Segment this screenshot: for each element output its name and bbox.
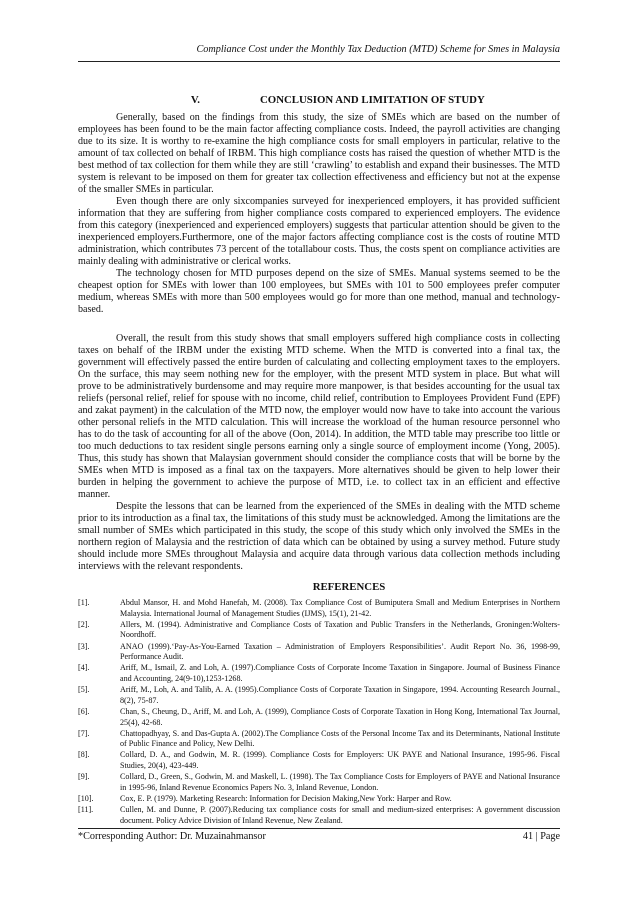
corresponding-author: *Corresponding Author: Dr. Muzainahmansor bbox=[78, 831, 266, 842]
page-content bbox=[78, 94, 560, 827]
reference-number: [9]. bbox=[78, 772, 90, 782]
reference-item bbox=[78, 663, 560, 684]
reference-text: Collard, D. A., and Godwin, M. R. (1999). Compliance Costs for Employers: UK PAYE and National Insurance, 1995-96. Fiscal Studies, 20(4), 423-449. bbox=[120, 750, 560, 771]
reference-text: Ariff, M., Loh, A. and Talib, A. A. (1995).Compliance Costs of Corporate Taxation in Singapore, 1994. Accounting Research Journal., 8(2), 75-87. bbox=[120, 685, 560, 705]
reference-item bbox=[78, 750, 560, 771]
page-footer bbox=[78, 831, 560, 842]
reference-number: [11]. bbox=[78, 805, 94, 815]
reference-number: [4]. bbox=[78, 663, 90, 673]
paragraph: Overall, the result from this study shows that small employers suffered high compliance costs in collecting taxes on behalf of the IRBM under the existing MTD scheme. When the MTD is converted into a final tax, the government will effectively passed the entire burden of calculating and collecting employment taxes to the employers. On the surface, this may seem nothing new for the employer, with the present MTD system in place. But what will prove to be administratively burdensome and may require more manpower, is that besides accounting for the usual tax reliefs (personal relief, relief for spouse with no income, child relief, contribution to Employees Provident Fund (EPF) and zakat payment) in the calculation of the MTD now, the employer would now have to take into account the various other personal reliefs in the MTD calculation. This will increase the workload of the human resource personnel who has to do the task of accounting for all of the above (Oon, 2014). In addition, the MTD table may prescribe too little or too much deductions to tax resident single persons earning only a single source of employment income (Yong, 2005). Thus, this study has shown that Malaysian government should consider the compliance costs that will be borne by the SMEs when MTD is imposed as a final tax on the taxpayers. More alternatives should be given to help lower their burden in helping the government to achieve the purpose of MTD, i.e. to collect tax in an efficient and effective manner. bbox=[78, 333, 560, 500]
footer-rule bbox=[78, 828, 560, 829]
paragraph: Even though there are only sixcompanies surveyed for inexperienced employers, it has provided sufficient information that they are suffering from higher compliance costs compared to experienced employers. The evidence from this category (inexperienced and experienced employers) suggests that particular attention should be given to the inexperienced employers.Furthermore, one of the major factors affecting compliance cost is the costs of routine MTD administration, which contributes 73 percent of the totallabour costs. Thus, the costs spent on compliance activities are mainly dealing with administrative or clerical works. bbox=[78, 196, 560, 267]
reference-number: [1]. bbox=[78, 598, 90, 607]
reference-number: [3]. bbox=[78, 641, 90, 651]
reference-item bbox=[78, 729, 560, 750]
paragraph-gap bbox=[78, 316, 560, 333]
reference-text: Abdul Mansor, H. and Mohd Hanefah, M. (2008). Tax Compliance Cost of Bumiputera Small and Medium Enterprises in Northern Malaysia. International Journal of Management Studies (IJMS), 15(1), 21-42. bbox=[120, 598, 560, 618]
reference-item bbox=[78, 685, 560, 706]
reference-text: Allers, M. (1994). Administrative and Compliance Costs of Taxation and Public Transfers in the Netherlands, Groningen:Wolters-Noordhoff. bbox=[120, 619, 560, 640]
reference-text: Cox, E. P. (1979). Marketing Research: Information for Decision Making,New York: Harper and Row. bbox=[120, 794, 452, 804]
reference-number: [2]. bbox=[78, 619, 90, 629]
reference-item bbox=[78, 620, 560, 641]
running-header: Compliance Cost under the Monthly Tax Deduction (MTD) Scheme for Smes in Malaysia bbox=[196, 44, 560, 55]
references-heading: REFERENCES bbox=[312, 581, 386, 593]
section-heading bbox=[78, 94, 560, 106]
reference-item bbox=[78, 707, 560, 728]
paragraph: The technology chosen for MTD purposes depend on the size of SMEs. Manual systems seemed to be the cheapest option for SMEs with lower than 100 employees, but SMEs with 101 to 500 employees prefer computer medium, whereas SMEs with more than 500 employees would go for more than one method, manual and technology-based. bbox=[78, 268, 560, 315]
reference-number: [6]. bbox=[78, 706, 90, 716]
reference-text: Ariff, M., Ismail, Z. and Loh, A. (1997).Compliance Costs of Corporate Income Taxation in Singapore. Journal of Business Finance and Accounting, 24(9-10),1253-1268. bbox=[120, 663, 560, 683]
section-number: V. bbox=[190, 94, 200, 106]
reference-number: [5]. bbox=[78, 685, 90, 695]
header-rule bbox=[78, 61, 560, 62]
reference-item bbox=[78, 805, 560, 826]
reference-text: Chan, S., Cheung, D., Ariff, M. and Loh, A. (1999), Compliance Costs of Corporate Taxation in Hong Kong, International Tax Journal, 25(4), 42-68. bbox=[120, 706, 560, 727]
reference-item bbox=[78, 794, 560, 805]
page-number: 41 | Page bbox=[522, 831, 560, 842]
reference-text: Cullen, M. and Dunne, P. (2007).Reducing tax compliance costs for small and medium-sized enterprises: A government discussion document. Policy Advice Division of Inland Revenue, New Zealand. bbox=[120, 805, 560, 825]
reference-text: Chattopadhyay, S. and Das-Gupta A. (2002).The Compliance Costs of the Personal Income Tax and its Determinants, National Institute of Public Finance and Policy, New Delhi. bbox=[120, 728, 560, 749]
reference-item bbox=[78, 598, 560, 619]
reference-number: [7]. bbox=[78, 728, 90, 738]
reference-text: Collard, D., Green, S., Godwin, M. and Maskell, L. (1998). The Tax Compliance Costs for Employers of PAYE and National Insurance in 1995-96, Inland Revenue Economics Papers No. 3, Inland Revenue, London. bbox=[120, 772, 560, 792]
reference-number: [10]. bbox=[78, 794, 94, 804]
reference-text: ANAO (1999).‘Pay-As-You-Earned Taxation – Administration of Employers Responsibilities’. Audit Report No. 36, 1998-99, Performance Audit. bbox=[120, 641, 560, 662]
paragraph: Despite the lessons that can be learned from the experienced of the SMEs in dealing with the MTD scheme prior to its introduction as a final tax, the limitations of this study must be acknowledged. Among the limitations are the small number of SMEs which participated in this study, the scope of this study which only involved the SMEs in the northern region of Malaysia and the restriction of data which can be obtained by using a survey method. Future study should include more SMEs throughout Malaysia and acquire data through various data collection methods including interviews with the relevant respondents. bbox=[78, 501, 560, 572]
reference-number: [8]. bbox=[78, 750, 90, 760]
section-title: CONCLUSION AND LIMITATION OF STUDY bbox=[260, 94, 485, 106]
reference-item bbox=[78, 772, 560, 793]
reference-item bbox=[78, 642, 560, 663]
paragraph: Generally, based on the findings from this study, the size of SMEs which are based on the number of employees has been found to be the main factor affecting compliance costs. Indeed, the payroll activities are changing due to its size. It is worthy to re-examine the high compliance costs for small employers in particular, relative to the amount of tax collected on behalf of IRBM. This high compliance costs has raised the question of whether MTD is the best method of tax collection for them while they are still ‘crawling’ to establish and expand their businesses. The MTD system is relevant to be imposed on them for greater tax collection effectiveness and efficiency but not at the expense of the smaller SMEs in particular. bbox=[78, 112, 560, 195]
